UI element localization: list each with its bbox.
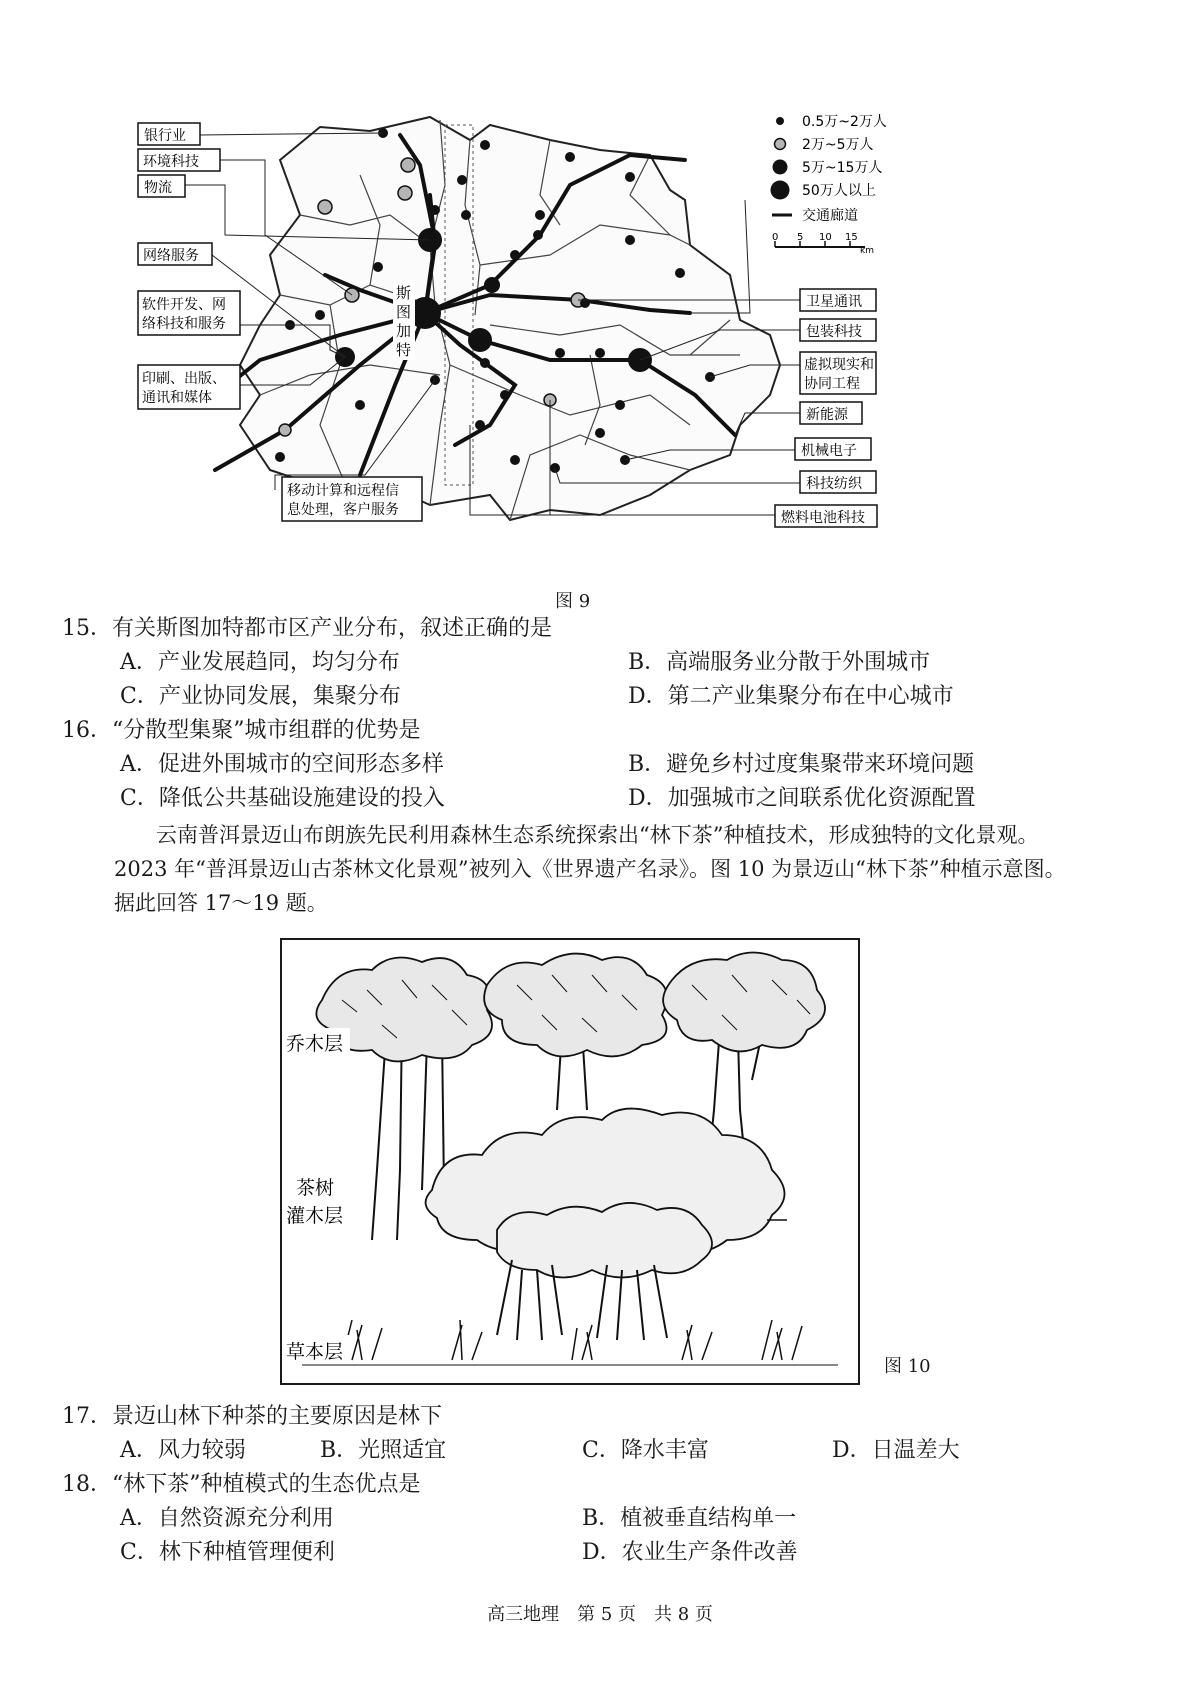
question-17-option-b[interactable]: B．光照适宜 [320, 1438, 447, 1463]
question-16-option-d[interactable]: D．加强城市之间联系优化资源配置 [628, 786, 976, 811]
city-name-char-4: 特 [396, 341, 412, 359]
question-18-stem: 18．“林下茶”种植模式的生态优点是 [62, 1472, 421, 1497]
legend-symbol-small [776, 117, 784, 125]
figure-9-map [130, 95, 1010, 585]
label-mechatronics: 机械电子 [801, 443, 857, 459]
layer-label-shrub: 灌木层 [286, 1205, 344, 1227]
left-label-boxes [138, 123, 240, 409]
label-environmental-tech: 环境科技 [143, 154, 199, 170]
legend-symbol-medium [775, 139, 786, 150]
layer-label-herb: 草本层 [286, 1341, 344, 1363]
figure-9-caption: 图 9 [555, 591, 591, 612]
question-17-option-c[interactable]: C．降水丰富 [582, 1438, 709, 1463]
label-fuel-cell: 燃料电池科技 [781, 510, 865, 526]
legend-item-2: 2万~5万人 [802, 137, 874, 153]
right-label-boxes [775, 289, 877, 527]
question-15-option-d[interactable]: D．第二产业集聚分布在中心城市 [628, 684, 954, 709]
question-16-option-b[interactable]: B．避免乡村过度集聚带来环境问题 [628, 752, 975, 777]
canopy-foliage [316, 953, 825, 1062]
question-15-stem: 15．有关斯图加特都市区产业分布，叙述正确的是 [62, 616, 552, 641]
label-vr-line2: 协同工程 [804, 376, 860, 392]
scale-tick-15: 15 [845, 232, 858, 243]
question-17-stem: 17．景迈山林下种茶的主要原因是林下 [62, 1404, 442, 1429]
figure-10-illustration [280, 938, 860, 1385]
label-vr-line1: 虚拟现实和 [804, 357, 874, 373]
passage-text: 云南普洱景迈山布朗族先民利用森林生态系统探索出“林下茶”种植技术，形成独特的文化景观。2023 年“普洱景迈山古茶林文化景观”被列入《世界遗产名录》。图 10 为景迈山“林下茶”种植示意图。据此回答 17～19 题。 [114, 823, 1066, 915]
figure-10-caption: 图 10 [884, 1356, 931, 1377]
question-18-option-b[interactable]: B．植被垂直结构单一 [582, 1506, 797, 1531]
herbaceous-layer-grass [302, 1320, 838, 1365]
label-packaging: 包装科技 [806, 324, 862, 340]
city-name-char-2: 图 [396, 303, 412, 321]
question-16-option-c[interactable]: C．降低公共基础设施建设的投入 [120, 786, 445, 811]
stuttgart-industry-map [130, 95, 1010, 585]
scale-unit: km [860, 246, 874, 256]
tea-shrub-layer [426, 1109, 785, 1278]
label-satellite: 卫星通讯 [806, 294, 862, 310]
forest-tea-diagram [282, 940, 858, 1383]
legend-item-1: 0.5万~2万人 [802, 114, 887, 130]
label-printing-line2: 通讯和媒体 [142, 390, 212, 406]
legend-item-4: 50万人以上 [802, 183, 876, 199]
question-18-option-a[interactable]: A．自然资源充分利用 [120, 1506, 334, 1531]
label-software-line2: 络科技和服务 [142, 316, 226, 332]
city-medium [484, 277, 500, 293]
label-banking: 银行业 [144, 128, 186, 144]
question-15-option-a[interactable]: A．产业发展趋同，均匀分布 [120, 650, 400, 675]
question-18-option-c[interactable]: C．林下种植管理便利 [120, 1540, 335, 1565]
label-printing-line1: 印刷、出版、 [142, 371, 226, 387]
layer-label-tea: 茶树 [296, 1177, 335, 1199]
question-16-option-a[interactable]: A．促进外围城市的空间形态多样 [120, 752, 444, 777]
label-new-energy: 新能源 [806, 407, 848, 423]
question-18-option-d[interactable]: D．农业生产条件改善 [582, 1540, 798, 1565]
label-network-services: 网络服务 [143, 248, 199, 264]
city-large [468, 328, 492, 352]
scale-tick-0: 0 [772, 232, 779, 243]
map-legend [771, 114, 887, 256]
legend-item-3: 5万~15万人 [802, 160, 883, 176]
question-15-option-b[interactable]: B．高端服务业分散于外围城市 [628, 650, 931, 675]
label-software-line1: 软件开发、网 [142, 297, 226, 313]
page-footer: 高三地理 第 5 页 共 8 页 [487, 1604, 713, 1625]
scale-tick-10: 10 [819, 232, 832, 243]
city-name-char-3: 加 [396, 322, 412, 340]
label-tech-textiles: 科技纺织 [806, 476, 862, 492]
city-name-char-1: 斯 [396, 284, 412, 302]
layer-label-arbor: 乔木层 [286, 1033, 344, 1055]
legend-symbol-xlarge [771, 181, 790, 200]
label-logistics: 物流 [144, 180, 172, 196]
question-15-option-c[interactable]: C．产业协同发展，集聚分布 [120, 684, 401, 709]
question-17-option-a[interactable]: A．风力较弱 [120, 1438, 246, 1463]
label-mobile-line2: 息处理，客户服务 [287, 502, 399, 518]
legend-item-5: 交通廊道 [802, 208, 858, 224]
label-mobile-line1: 移动计算和远程信 [287, 483, 399, 499]
legend-symbol-large [773, 160, 788, 175]
question-17-option-d[interactable]: D．日温差大 [832, 1438, 960, 1463]
question-16-stem: 16．“分散型集聚”城市组群的优势是 [62, 718, 421, 743]
scale-tick-5: 5 [797, 232, 804, 243]
